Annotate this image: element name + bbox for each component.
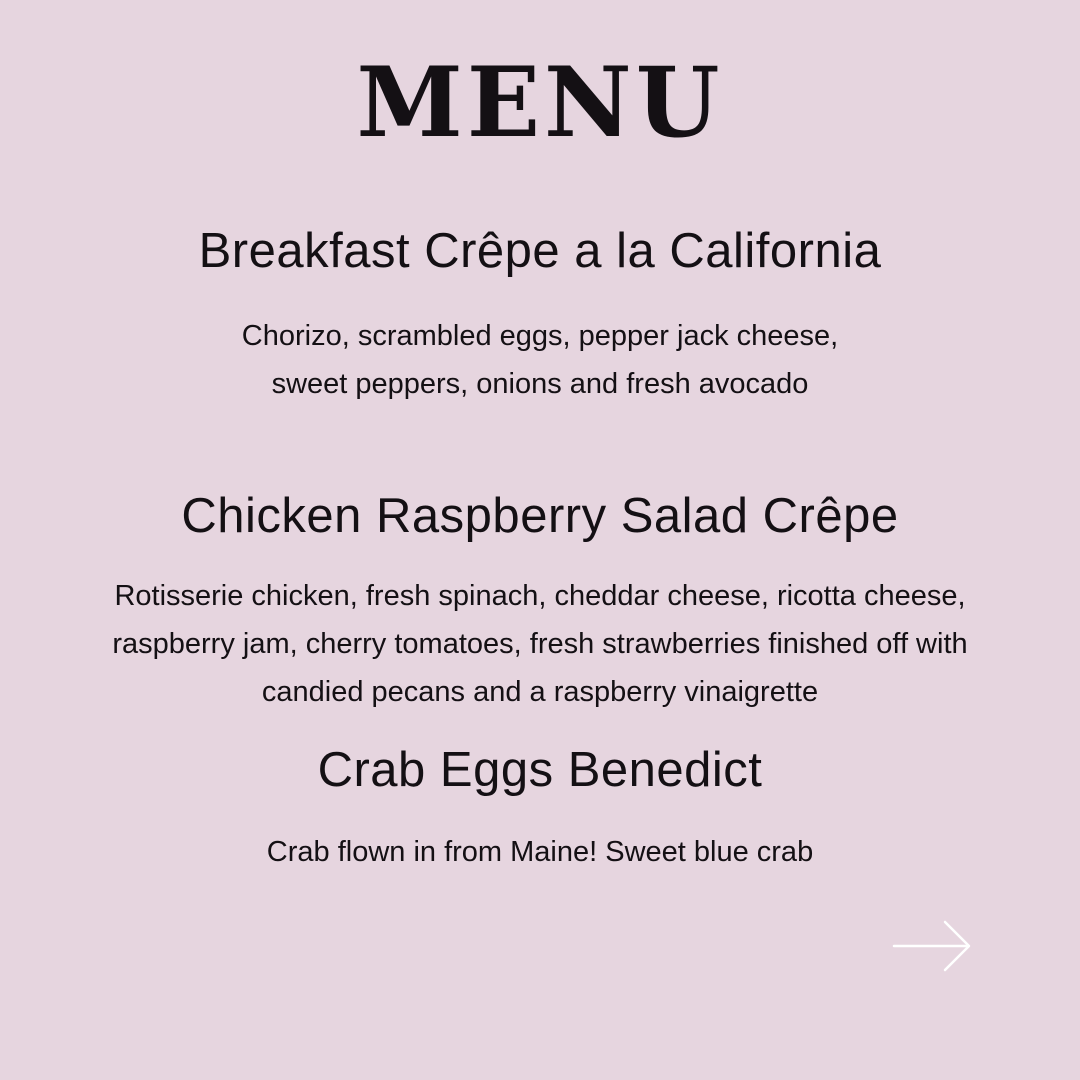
arrow-right-icon: [890, 918, 974, 974]
description-line: candied pecans and a raspberry vinaigrette: [261, 676, 819, 708]
menu-title: MENU: [356, 46, 724, 159]
description-line: Crab flown in from Maine! Sweet blue crab: [266, 836, 814, 868]
menu-item-description: [40, 828, 1040, 876]
menu-item-name: Chicken Raspberry Salad Crêpe: [181, 489, 899, 543]
menu-item-description: [40, 312, 1040, 408]
menu-item-name: Crab Eggs Benedict: [317, 743, 763, 797]
description-line: Rotisserie chicken, fresh spinach, cheddar cheese, ricotta cheese,: [114, 580, 966, 612]
next-button[interactable]: [890, 918, 974, 974]
description-line: raspberry jam, cherry tomatoes, fresh strawberries finished off with: [112, 628, 968, 660]
menu-item-name: Breakfast Crêpe a la California: [198, 224, 882, 278]
description-line: sweet peppers, onions and fresh avocado: [271, 368, 809, 400]
description-line: Chorizo, scrambled eggs, pepper jack cheese,: [241, 320, 839, 352]
menu-item-description: [40, 572, 1040, 716]
